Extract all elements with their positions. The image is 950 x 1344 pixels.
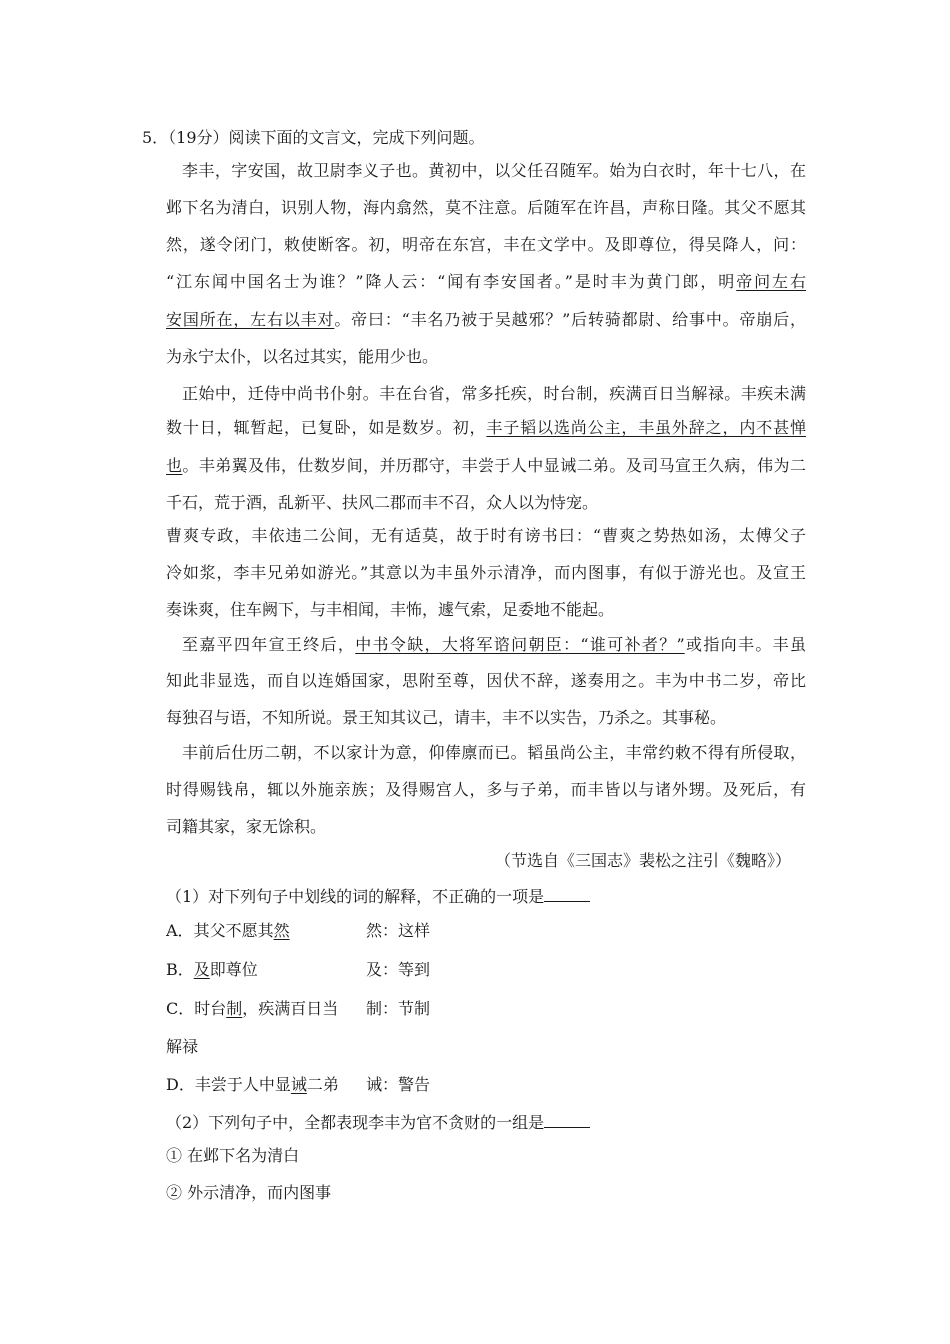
underlined-text: 也 xyxy=(166,456,183,475)
option-label: A． xyxy=(166,921,194,940)
passage-line xyxy=(166,347,438,367)
underlined-word: 诫 xyxy=(290,1075,307,1094)
sub-question-1-text: （1）对下列句子中划线的词的解释，不正确的一项是 xyxy=(166,887,545,906)
sub-question-1-prompt xyxy=(166,886,590,907)
option-text: 其父不愿其 xyxy=(193,921,274,940)
option-d xyxy=(166,1075,431,1095)
option-text: 即尊位 xyxy=(209,960,258,979)
passage-line xyxy=(166,817,326,837)
option-label: D． xyxy=(166,1075,195,1094)
passage-text: 知此非显选，而自以连婚国家，思附至尊，因伏不辞，遂奏用之。丰为中书二岁，帝比 xyxy=(166,671,806,690)
passage-text: 时得赐钱帛，辄以外施亲族；及得赐宫人，多与子弟，而丰皆以与诸外甥。及死后，有 xyxy=(166,780,806,799)
option-continuation: 解禄 xyxy=(166,1037,199,1056)
option-gloss: 制：节制 xyxy=(366,999,431,1018)
underlined-text: 帝问左右 xyxy=(736,272,806,291)
passage-line xyxy=(182,161,806,181)
underlined-word: 然 xyxy=(273,921,290,940)
underlined-word: 及 xyxy=(193,960,210,979)
sub-question-2-item-2: ② 外示清净，而内图事 xyxy=(166,1183,332,1202)
passage-line xyxy=(166,418,806,438)
option-a xyxy=(166,921,431,941)
passage-line xyxy=(166,526,806,546)
passage-line xyxy=(182,384,806,404)
option-gloss: 诫：警告 xyxy=(366,1075,431,1094)
option-label: B． xyxy=(166,960,194,979)
passage-text: 数十日，辄暂起，已复卧，如是数岁。初， xyxy=(166,418,487,437)
passage-line xyxy=(166,671,806,691)
underlined-text: 安国所在，左右以丰对 xyxy=(166,310,335,329)
passage-text: 正始中，迁侍中尚书仆射。丰在台省，常多托疾，时台制，疾满百日当解禄。丰疾未满 xyxy=(182,384,806,403)
passage-text: 至嘉平四年宣王终后， xyxy=(182,635,356,654)
option-gloss: 然：这样 xyxy=(366,921,431,940)
passage-text: 或指向丰。丰虽 xyxy=(684,635,806,654)
passage-text: 李丰，字安国，故卫尉李义子也。黄初中，以父任召随军。始为白衣时，年十七八，在 xyxy=(182,161,806,180)
passage-line xyxy=(166,493,598,513)
underlined-word: 制 xyxy=(226,999,243,1018)
underlined-text: 丰子韬以选尚公主，丰虽外辞之，内不甚惮 xyxy=(486,418,806,437)
passage-text: 邺下名为清白，识别人物，海内翕然，莫不注意。后随军在许昌，声称日隆。其父不愿其 xyxy=(166,198,806,217)
sub-question-2-prompt xyxy=(166,1112,590,1133)
passage-text: 司籍其家，家无馀积。 xyxy=(166,817,327,836)
option-gloss: 及：等到 xyxy=(366,960,431,979)
option-b xyxy=(166,960,431,980)
option-c xyxy=(166,999,431,1019)
option-text: ，疾满百日当 xyxy=(242,999,339,1018)
passage-text: 千石，荒于酒，乱新平、扶风二郡而丰不召，众人以为恃宠。 xyxy=(166,493,599,512)
sub-question-2-text: （2）下列句子中，全都表现李丰为官不贪财的一组是 xyxy=(166,1113,545,1132)
passage-text: 然，遂令闭门，敕使断客。初，明帝在东宫，丰在文学中。及即尊位，得吴降人，问： xyxy=(166,235,806,254)
passage-line xyxy=(166,600,614,620)
passage-text: 丰前后仕历二朝，不以家计为意，仰俸廪而已。韬虽尚公主，丰常约敕不得有所侵取， xyxy=(182,743,806,762)
passage-line xyxy=(166,780,806,800)
passage-line xyxy=(166,198,806,218)
passage-line xyxy=(182,635,806,655)
passage-text: 。丰弟翼及伟，仕数岁间，并历郡守，丰尝于人中显诫二弟。及司马宣王久病，伟为二 xyxy=(182,456,806,475)
underlined-text: 中书令缺，大将军谘问朝臣：“谁可补者？” xyxy=(355,635,685,654)
question-header: 5．（19分）阅读下面的文言文，完成下列问题。 xyxy=(142,128,485,147)
option-text: 时台 xyxy=(194,999,227,1018)
answer-blank-2[interactable] xyxy=(544,1112,590,1128)
passage-text: 奏诛爽，住车阙下，与丰相闻，丰怖，遽气索，足委地不能起。 xyxy=(166,600,615,619)
passage-line xyxy=(166,708,726,728)
passage-text: 冷如浆，李丰兄弟如游光。”其意以为丰虽外示清净，而内图事，有似于游光也。及宣王 xyxy=(166,563,806,582)
passage-line xyxy=(166,272,806,292)
option-text: 二弟 xyxy=(306,1075,339,1094)
passage-line xyxy=(182,743,806,763)
passage-text: “江东闻中国名士为谁？”降人云：“闻有李安国者。”是时丰为黄门郎，明 xyxy=(166,272,737,291)
passage-line xyxy=(166,310,806,330)
passage-text: 曹爽专政，丰依违二公间，无有适莫，故于时有谤书曰：“曹爽之势热如汤，太傅父子 xyxy=(166,526,806,545)
option-label: C． xyxy=(166,999,195,1018)
passage-line xyxy=(166,456,806,476)
answer-blank-1[interactable] xyxy=(544,886,590,902)
source-citation: （节选自《三国志》裴松之注引《魏略》） xyxy=(495,851,792,870)
passage-line xyxy=(166,563,806,583)
passage-text: 。帝曰：“丰名乃被于吴越邪？”后转骑都尉、给事中。帝崩后， xyxy=(334,310,806,329)
sub-question-2-item-1: ① 在邺下名为清白 xyxy=(166,1146,300,1165)
passage-line xyxy=(166,235,806,255)
passage-text: 每独召与语，不知所说。景王知其议己，请丰，丰不以实告，乃杀之。其事秘。 xyxy=(166,708,727,727)
option-text: 丰尝于人中显 xyxy=(194,1075,291,1094)
passage-text: 为永宁太仆，以名过其实，能用少也。 xyxy=(166,347,439,366)
